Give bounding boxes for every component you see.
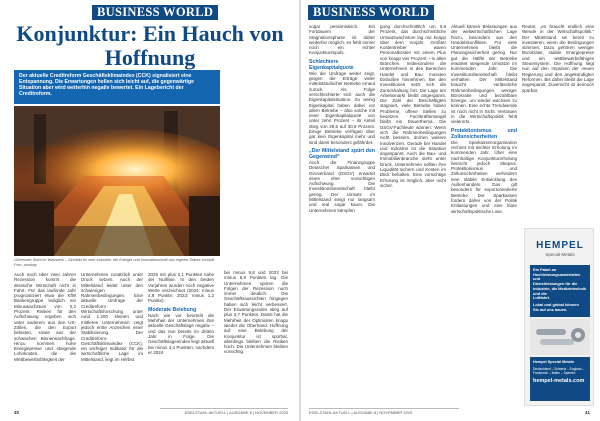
article-headline: Konjunktur: Ein Hauch von Hoffnung (16, 21, 284, 70)
logo-subline: Special Metals (545, 252, 575, 257)
body-column-3 (148, 272, 214, 406)
subheading: Protektionismus und Zollunsicherheiten (451, 127, 517, 140)
body-text: gung durchschnittlich um 0,8 Prozent, das durchschnittliche Umsatzwachstum lag nur knapp über dem Vorjahr. Größter Kostentreiber waren Personalkosten mit einem Plus von knapp vier Prozent – in allen Branchen. Insbesondere die Unternehmen in den Bereichen Handel und Bau mussten Einbußen hinnehmen. Bei den Investitionen setzt sich die Zurückhaltung fort. Die Lage am Arbeitsmarkt bleibt angespannt. Die Zahl der Beschäftigten stagniert, viele Betriebe haben Probleme, offene Stellen zu besetzen. Fachkräftemangel bleibt ein Dauerthema. Die DSGV-Fachleute warnen: Wenn sich die Rahmenbedingungen nicht bessern, drohen weitere Insolvenzen. Gerade bei Handel und Industrie ist die Situation angespannt. Auch die Bau- und Immobilienbranche steht unter Druck. Unternehmen sollten ihre Liquidität sichern und Kosten im Blick behalten. Eine vorsichtige Erholung ist möglich, aber nicht sicher. (380, 24, 446, 188)
body-text: sogar pessimistisch. Ein Fortdauern der Stagnationsphase ist daher weiterhin möglich, es fehlt immer noch ein echter Konjunkturimpuls. (309, 24, 375, 56)
ad-line: Industrie, die Medizintechnik und die (533, 285, 587, 296)
page-number: 40 (14, 410, 20, 415)
page-footer: EDELSTAHL AKTUELL | AUSGABE 8 | NOVEMBER 2025 (160, 408, 288, 417)
body-column-3 (451, 24, 517, 406)
teaser-box: Der aktuelle Creditreform Geschäftsklimaindex (CCK) signalisiert eine Entspannung. Die Erwartungen hellen sich leicht auf, die gegenwärtige Situation aber wird weiterhin negativ bewertet. Ein Lagebericht der Creditreform. (14, 70, 220, 104)
body-column-4 (224, 30, 288, 406)
ad-website-link[interactable]: hempel-metals.com (533, 377, 585, 384)
photo-caption: Glühender Stahl im Walzwerk – Sinnbild für eine Industrie, die Energie und Innovationskraft aus eigener Stärke schöpft. Foto: pixabay (14, 258, 215, 267)
body-text: Auch die Finanzgruppe Deutscher Sparkassen und Giroverband (DSGV) erwartet einen eher vorsichtigen Aufschwung. Die Investitionsbereitschaft bleibt gering. Der Umsatz im Mittelstand steigt nur langsam und real sogar kaum. Die Unternehmen kämpfen (309, 159, 375, 213)
logo-wordmark: HEMPEL (536, 240, 584, 251)
ad-locations: Deutschland – Schweiz – England – Frankreich – Italien – Spanien (533, 366, 585, 375)
body-column-1 (14, 272, 76, 406)
body-column-1 (309, 24, 375, 406)
ad-claim-box (530, 265, 590, 317)
right-page (301, 0, 600, 421)
body-text: bei minus 9,8 und 2023 bei minus 6,9 Punkten lag. Die Unternehmen spüren die Folgen der Rezession noch immer deutlich. Die Geschäftsaussichten hingegen haben sich leicht verbessert. Der Erwartungsindex stieg auf plus 3,7 Punkten. Damit hat die Mehrheit der Optimisten knapp wieder die Oberhand. Hoffnung auf eine Belebung der Konjunktur ist spürbar, allerdings bleiben die Risiken hoch. Die Unternehmen bleiben vorsichtig. (224, 270, 288, 355)
subheading: Moderate Belebung (148, 306, 197, 313)
left-page (0, 0, 299, 421)
metal-parts-icon (530, 319, 590, 355)
body-text: 2025 mit plus 0,1 Punkten nahe der Nulllinie. In den beiden Vorjahren wurden noch negative Werte verzeichnet (2024: minus 4,8 Punkte; 2023: minus 1,2 Punkte). (148, 272, 214, 304)
body-text: Nach wie vor beurteilt die Mehrheit der Unternehmen ihre aktuelle Geschäftslage negativ – und das nun bereits im dritten Jahr in Folge. Die Geschäftslagenindex liegt aktuell bei minus 3,4 Punkten, nachdem er 2024 (148, 312, 214, 355)
body-text: Wie die Umfrage weiter zeigt, gingen die Erträge vieler mittelständischer Betriebe erneut zurück. Als Folge verschlechterte sich auch die Eigenkapitalsituation. Zu wenig Eigenkapital haben dabei vor allem Betriebe – also solche mit einer Eigenkapitalquote von unter zehn Prozent – ihr Anteil stieg von 28,6 auf 30,8 Prozent. Einige Betriebe verfügen über gar kein Eigenkapital mehr und sind damit besonders gefährdet. (309, 70, 375, 145)
section-rubric: BUSINESS WORLD (308, 5, 434, 20)
section-rubric: BUSINESS WORLD (92, 5, 218, 20)
subheading: „Der Mittelstand spürt den Gegenwind“ (309, 147, 375, 160)
body-text: Die Sparkassenorganisation rechnet mit leichter Erholung im kommenden Jahr. Über eine nachhaltige Konjunkturerholung herrscht jedoch Skepsis. Protektionismus und Zollunsicherheiten verhindern eine stabile Entwicklung des Außenhandels. Das gilt besonders für exportorientierte Betriebe. Die Sparkassen fordern daher von der Politik Entlastungen und eine klare wirtschaftspolitische Linie. (451, 139, 517, 214)
hempel-logo (531, 237, 589, 259)
body-column-4 (522, 24, 594, 224)
steel-mill-photo (14, 106, 220, 256)
body-text: Aktuell kämen Belastungen aus der weltwirtschaftlichen Lage hinzu, besonders aus den Handelskonflikten. Für viele Unternehmen bleibt die Planungssicherheit gering. Nur gut die Hälfte der Betriebe erwartet steigende Umsätze im kommenden Jahr. Die Investitionsbereitschaft bleibt verhalten. Der Mittelstand braucht verlässliche Rahmenbedingungen, weniger Bürokratie und bezahlbare Energie, um wieder wachsen zu können. Eine echte Trendwende ist noch nicht in Sicht. Vertrauen in die Wirtschaftspolitik fehlt vielerorts. (451, 24, 517, 125)
ad-line: Sie auf uns bauen. (533, 306, 568, 312)
subheading: Schlechtere Eigenkapitalquote (309, 58, 354, 71)
body-text: Reuter, „es braucht endlich eine Wende in der Wirtschaftspolitik.“ Der Mittelstand sei bereit zu investieren, wenn die Bedingungen stimmen. Dazu gehören weniger Bürokratie, stabile Energiepreise und ein wettbewerbsfähiges Steuersystem. Die Hoffnung liegt nun auf den Impulsen der neuen Regierung und den angekündigten Reformen. Bis dahin bleibt die Lage angespannt. Zuversicht ist dennoch spürbar. (522, 24, 594, 93)
body-text: Auch nach über zwei Jahren Rezession kommt die deutsche Wirtschaft nicht in Fahrt. Für das laufende Jahr prognostiziert etwa die KfW Bankengruppe lediglich ein Minuswachstum von 0,2 Prozent. Risiken für den Aufschwung ergeben sich unter anderem aus den US-Zöllen, die den Export belasten, sowie aus der schwachen Binnennachfrage. Hinzu kommen hohe Energiepreise und steigende Lohnkosten, die die Wettbewerbsfähigkeit der (14, 272, 76, 362)
page-number: 41 (585, 410, 591, 415)
ad-line: Dienstleistungen für die (533, 281, 578, 287)
page-footer: EDELSTAHL AKTUELL | AUSGABE 8 | NOVEMBER 2025 (309, 408, 459, 417)
ad-footer (530, 357, 590, 401)
body-text: Unternehmen zusätzlich unter Druck setzen. Auch der Mittelstand leidet unter den schwierigen Rahmenbedingungen. Eine aktuelle Umfrage der Creditreform Wirtschaftsforschung unter rund 1.200 kleinen und mittleren Unternehmen zeigt jedoch erste Anzeichen einer Stabilisierung. Der Creditreform-Geschäftsklimaindex (CCK), ein wichtiger Indikator für die wirtschaftliche Lage im Mittelstand, liegt im Herbst (81, 272, 143, 362)
metal-parts-image (530, 319, 590, 355)
ad-line: Luftfahrt. (533, 295, 551, 301)
ad-company-name: Hempel Special Metals (533, 360, 574, 364)
hempel-logo-icon (531, 237, 589, 259)
body-column-2 (81, 272, 143, 406)
steel-mill-illustration (14, 106, 220, 256)
ad-line: Ein Paket an Hochleistungsmaterialien und (533, 267, 581, 282)
body-column-2 (380, 24, 446, 406)
hempel-advertisement[interactable] (524, 228, 594, 406)
ad-line: Lokal und global können (533, 301, 579, 307)
